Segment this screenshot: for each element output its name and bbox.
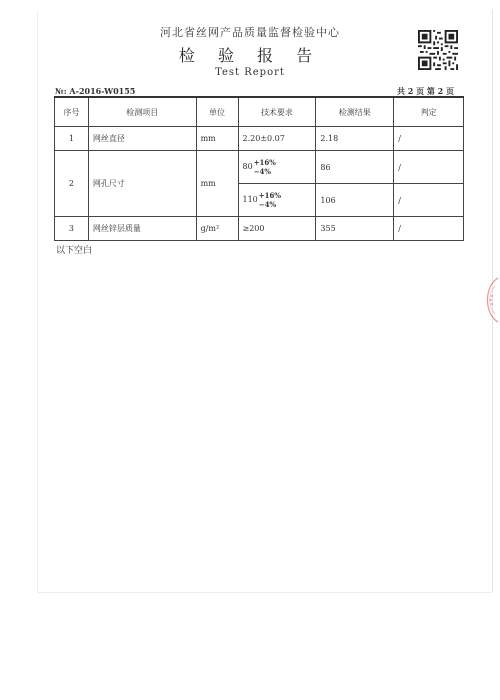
report-title: 检 验 报 告 [178,46,322,65]
organization-name: 河北省丝网产品质量监督检验中心 [160,26,340,39]
tolerance [259,191,281,209]
row-result: 106 [316,184,394,217]
header-verdict: 判定 [394,97,464,127]
table-row [55,151,464,184]
row-verdict: / [394,184,464,217]
header-no: 序号 [55,97,89,127]
table-row [55,127,464,151]
row-result: 355 [316,217,394,241]
results-table [54,96,464,241]
row-requirement [238,184,316,217]
table-row [55,217,464,241]
requirement-base: 80 [242,162,253,171]
row-item: 网孔尺寸 [88,151,196,217]
report-subtitle: Test Report [215,67,285,78]
blank-below-note: 以下空白 [56,246,93,256]
row-item: 网丝锌层质量 [88,217,196,241]
requirement-base: 110 [242,195,258,204]
page-indicator: 共 2 页 第 2 页 [396,86,454,96]
row-requirement [238,151,316,184]
header-unit: 单位 [196,97,238,127]
row-unit: g/m² [196,217,238,241]
row-result: 2.18 [316,127,394,151]
row-verdict: / [394,151,464,184]
tolerance-minus: −4% [253,167,272,176]
header-result: 检测结果 [316,97,394,127]
row-verdict: / [394,127,464,151]
red-seal-stamp [476,276,500,324]
row-no: 1 [55,127,89,151]
header-item: 检测项目 [88,97,196,127]
row-item: 网丝直径 [88,127,196,151]
row-no: 3 [55,217,89,241]
tolerance-minus: −4% [258,200,277,209]
row-requirement: ≥200 [238,217,316,241]
header-requirement: 技术要求 [238,97,316,127]
tolerance [254,158,276,176]
row-result: 86 [316,151,394,184]
tolerance-plus: +16% [258,191,282,200]
row-verdict: / [394,217,464,241]
row-requirement: 2.20±0.07 [238,127,316,151]
row-unit: mm [196,151,238,217]
table-header-row [55,97,464,127]
qr-code-icon [418,30,458,70]
document-number: №: A-2016-W0155 [55,86,136,96]
row-unit: mm [196,127,238,151]
tolerance-plus: +16% [253,158,276,167]
row-no: 2 [55,151,89,217]
